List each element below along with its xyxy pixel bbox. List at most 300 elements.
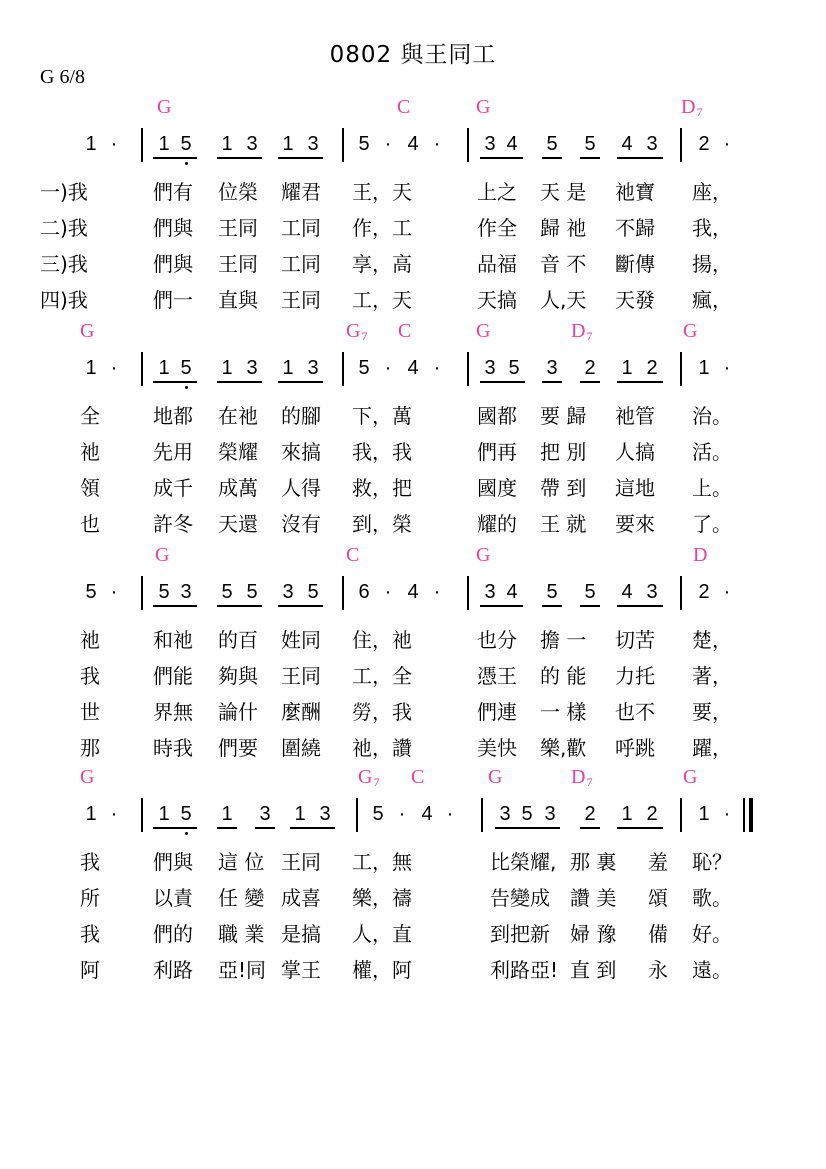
chord-name: G [346,320,361,342]
note-number: 1 [621,803,633,825]
chord-symbol [488,766,502,789]
note-number: 5 [221,581,233,603]
beam-underline [542,605,562,607]
lyric-segment: 掌王 [281,958,321,982]
chord-symbol [476,96,490,119]
bar-line [680,352,682,386]
duration-dot: · [110,581,118,603]
note-number: 2 [646,803,658,825]
lyric-segment: 好。 [692,922,732,946]
bar-line [481,798,483,832]
note-number: 5 [358,357,370,379]
lower-octave-dot [185,832,188,835]
note-number: 5 [180,803,192,825]
note-number: 5 [358,133,370,155]
note-number: 1 [158,803,170,825]
note-number: 2 [698,133,710,155]
lyric-segment: 們與 [153,216,193,240]
lyric-segment: 亞!同 [218,958,267,982]
lyric-segment: 切苦 [615,628,655,652]
lyric-segment: 著， [692,664,732,688]
lyric-segment: 婦 豫 [570,922,617,946]
lyric-line [0,846,826,880]
song-title: 0802 與王同工 [329,42,497,68]
lyric-segment: 的腳 [281,404,321,428]
lyric-segment: 榮耀 [218,440,258,464]
lyric-segment: 利路亞! [490,958,559,982]
lyric-segment: 們再 [477,440,517,464]
chord-symbol [693,544,707,567]
lyric-segment: 成萬 [218,476,258,500]
lyric-segment: 要 歸 [540,404,587,428]
lyric-segment: 救，把 [352,476,412,500]
lower-octave-dot [185,386,188,389]
lyric-segment: 是搞 [281,922,321,946]
note-number: 3 [484,357,496,379]
lyric-segment: 人,天 [540,288,587,312]
chord-symbol [571,320,592,344]
lyric-segment: 工同 [281,216,321,240]
beam-underline [278,381,323,383]
note-number: 3 [246,357,258,379]
lyric-segment: 人，直 [352,922,412,946]
note-number: 5 [85,581,97,603]
lyric-segment: 祂管 [615,404,655,428]
lyric-segment: 羞 [648,850,668,874]
note-number: 4 [407,133,419,155]
lyric-segment: 成喜 [281,886,321,910]
lyric-segment: 那 裏 [570,850,617,874]
notation-row [0,356,826,390]
note-number: 5 [584,581,596,603]
lyric-segment: 祂寶 [615,180,655,204]
lyric-segment: 這地 [615,476,655,500]
lyric-segment: 樂，禱 [352,886,412,910]
lyric-segment: 國都 [477,404,517,428]
chord-name: G [80,320,95,342]
lyric-segment: 享，高 [352,252,412,276]
beam-underline [278,605,323,607]
lyric-segment: 們一 [153,288,193,312]
chord-row [0,96,826,122]
note-number: 5 [246,581,258,603]
chord-name: G [683,766,698,788]
chord-row [0,766,826,792]
beam-underline [153,157,197,159]
chord-name: G [358,766,373,788]
chord-symbol [358,766,379,790]
lyric-segment: 上。 [692,476,732,500]
lyric-segment: 們能 [153,664,193,688]
lyric-segment: 領 [80,476,100,500]
lyric-segment: 沒有 [281,512,321,536]
bar-line [680,128,682,162]
note-number: 5 [584,133,596,155]
duration-dot: · [384,133,392,155]
notation-row [0,802,826,836]
lyric-segment: 一)我 [40,180,88,204]
lyric-segment: 利路 [153,958,193,982]
lyric-segment: 世 [80,700,100,724]
lyric-segment: 座， [692,180,732,204]
duration-dot: · [398,803,406,825]
note-number: 4 [506,133,518,155]
chord-name: G [157,96,172,118]
lyric-line [0,176,826,210]
note-number: 3 [646,581,658,603]
chord-symbol [681,96,702,120]
lyric-segment: 祂 [80,628,100,652]
lyric-segment: 先用 [153,440,193,464]
chord-row [0,320,826,346]
beam-underline [153,827,197,829]
lyric-segment: 呼跳 [615,736,655,760]
lyric-segment: 天搞 [477,288,517,312]
chord-name: D [681,96,696,118]
lyric-segment: 來搞 [281,440,321,464]
note-number: 4 [621,581,633,603]
lyric-segment: 們連 [477,700,517,724]
lower-octave-dot [185,162,188,165]
chord-symbol [80,320,94,343]
chord-symbol [476,544,490,567]
lyric-segment: 頌 [648,886,668,910]
bar-line [680,576,682,610]
beam-underline [153,605,197,607]
note-number: 3 [484,581,496,603]
lyric-segment: 永 [648,958,668,982]
lyric-segment: 所 [80,886,100,910]
note-number: 5 [180,357,192,379]
beam-underline [217,381,262,383]
chord-name: G [155,544,170,566]
note-number: 5 [158,581,170,603]
beam-underline [495,827,560,829]
lyric-segment: 治。 [692,404,732,428]
lyric-segment: 王同 [218,216,258,240]
notation-row [0,132,826,166]
chord-extension: 7 [586,775,593,789]
beam-underline [278,157,323,159]
lyric-segment: 瘋， [692,288,732,312]
lyric-segment: 活。 [692,440,732,464]
lyric-segment: 力托 [615,664,655,688]
bar-line [749,798,753,832]
chord-row [0,544,826,570]
lyric-segment: 夠與 [218,664,258,688]
bar-line [141,576,143,610]
lyric-line [0,918,826,952]
note-number: 3 [180,581,192,603]
note-number: 3 [307,357,319,379]
chord-name: G [683,320,698,342]
bar-line [467,128,469,162]
note-number: 3 [484,133,496,155]
lyric-segment: 帶 到 [540,476,587,500]
lyric-segment: 直 到 [570,958,617,982]
beam-underline [542,157,562,159]
lyric-segment: 了。 [692,512,732,536]
chord-name: C [411,766,425,788]
lyric-segment: 王同 [218,252,258,276]
chord-name: G [80,766,95,788]
note-number: 3 [499,803,511,825]
lyric-segment: 音 不 [540,252,587,276]
duration-dot: · [110,357,118,379]
chord-symbol [80,766,94,789]
bar-line [342,352,344,386]
lyric-segment: 勞，我 [352,700,412,724]
duration-dot: · [723,133,731,155]
lyric-segment: 那 [80,736,100,760]
note-number: 1 [294,803,306,825]
beam-underline [542,381,562,383]
lyric-segment: 人搞 [615,440,655,464]
lyric-segment: 歸 祂 [540,216,587,240]
lyric-segment: 也分 [477,628,517,652]
note-number: 6 [358,581,370,603]
lyric-segment: 工，無 [352,850,412,874]
lyric-segment: 麼酬 [281,700,321,724]
note-number: 2 [698,581,710,603]
note-number: 5 [546,133,558,155]
lyric-segment: 我 [80,850,100,874]
lyric-line [0,472,826,506]
note-number: 1 [221,803,233,825]
lyric-segment: 三)我 [40,252,88,276]
lyric-segment: 祂 [80,440,100,464]
lyric-segment: 王同 [281,850,321,874]
lyric-line [0,696,826,730]
note-number: 1 [221,133,233,155]
lyric-segment: 住，祂 [352,628,412,652]
note-number: 4 [621,133,633,155]
note-number: 5 [508,357,520,379]
beam-underline [617,157,663,159]
chord-name: G [476,320,491,342]
note-number: 4 [506,581,518,603]
note-number: 4 [407,581,419,603]
lyric-segment: 耀君 [281,180,321,204]
note-number: 5 [307,581,319,603]
lyric-segment: 們與 [153,252,193,276]
lyric-segment: 界無 [153,700,193,724]
note-number: 5 [372,803,384,825]
note-number: 4 [421,803,433,825]
lyric-segment: 斷傳 [615,252,655,276]
lyric-segment: 姓同 [281,628,321,652]
note-number: 3 [307,133,319,155]
duration-dot: · [433,581,441,603]
beam-underline [580,157,600,159]
chord-symbol [155,544,169,567]
lyric-segment: 職 業 [218,922,265,946]
lyric-line [0,660,826,694]
lyric-segment: 四)我 [40,288,88,312]
lyric-segment: 一 樣 [540,700,587,724]
beam-underline [617,827,663,829]
note-number: 3 [282,581,294,603]
lyric-segment: 國度 [477,476,517,500]
lyric-segment: 擔 一 [540,628,587,652]
note-number: 5 [180,133,192,155]
lyric-segment: 揚， [692,252,732,276]
key-time-signature: G 6/8 [40,66,85,88]
duration-dot: · [446,803,454,825]
beam-underline [617,381,663,383]
chord-symbol [346,320,367,344]
note-number: 1 [282,357,294,379]
note-number: 3 [319,803,331,825]
duration-dot: · [433,357,441,379]
lyric-segment: 王同 [281,664,321,688]
beam-underline [480,381,525,383]
lyric-segment: 在祂 [218,404,258,428]
lyric-segment: 也 [80,512,100,536]
chord-symbol [683,320,697,343]
lyric-line [0,400,826,434]
chord-symbol [398,320,411,343]
lyric-segment: 人得 [281,476,321,500]
lyric-segment: 以責 [153,886,193,910]
beam-underline [255,827,275,829]
lyric-segment: 全 [80,404,100,428]
note-number: 3 [246,133,258,155]
beam-underline [580,381,600,383]
chord-symbol [411,766,424,789]
lyric-line [0,624,826,658]
duration-dot: · [384,357,392,379]
lyric-segment: 地都 [153,404,193,428]
lyric-segment: 我 [80,922,100,946]
note-number: 5 [546,581,558,603]
lyric-segment: 們要 [218,736,258,760]
note-number: 2 [646,357,658,379]
duration-dot: · [723,581,731,603]
lyric-segment: 成千 [153,476,193,500]
note-number: 1 [221,357,233,379]
duration-dot: · [384,581,392,603]
lyric-segment: 工同 [281,252,321,276]
lyric-segment: 論什 [218,700,258,724]
lyric-segment: 直與 [218,288,258,312]
lyric-segment: 祂，讚 [352,736,412,760]
lyric-line [0,212,826,246]
bar-line [467,576,469,610]
lyric-line [0,508,826,542]
bar-line [356,798,358,832]
bar-line [467,352,469,386]
chord-name: G [476,544,491,566]
lyric-segment: 到，榮 [352,512,412,536]
lyric-line [0,882,826,916]
chord-name: G [488,766,503,788]
lyric-line [0,248,826,282]
lyric-segment: 品福 [477,252,517,276]
bar-line [141,352,143,386]
note-number: 1 [85,357,97,379]
lyric-segment: 圍繞 [281,736,321,760]
note-number: 3 [546,357,558,379]
duration-dot: · [433,133,441,155]
chord-extension: 7 [586,329,593,343]
beam-underline [153,381,197,383]
chord-symbol [683,766,697,789]
lyric-segment: 不歸 [615,216,655,240]
lyric-segment: 下，萬 [352,404,412,428]
chord-name: C [397,96,411,118]
note-number: 3 [259,803,271,825]
lyric-segment: 讚 美 [570,886,617,910]
chord-name: C [398,320,412,342]
chord-name: D [571,320,586,342]
note-number: 3 [646,133,658,155]
lyric-segment: 王 就 [540,512,587,536]
chord-name: D [693,544,708,566]
note-number: 2 [584,357,596,379]
note-number: 4 [407,357,419,379]
beam-underline [480,157,523,159]
beam-underline [217,827,237,829]
chord-name: D [571,766,586,788]
note-number: 1 [282,133,294,155]
lyric-segment: 美快 [477,736,517,760]
beam-underline [217,157,262,159]
chord-symbol [346,544,359,567]
bar-line [342,576,344,610]
lyric-line [0,284,826,318]
chord-name: G [476,96,491,118]
lyric-segment: 我 [80,664,100,688]
chord-extension: 7 [361,329,368,343]
lyric-segment: 阿 [80,958,100,982]
chord-symbol [476,320,490,343]
duration-dot: · [723,803,731,825]
lyric-segment: 耀的 [477,512,517,536]
lyric-segment: 天還 [218,512,258,536]
beam-underline [290,827,335,829]
lyric-segment: 比榮耀, [490,850,557,874]
duration-dot: · [110,133,118,155]
lyric-segment: 的百 [218,628,258,652]
bar-line [743,798,745,832]
note-number: 2 [584,803,596,825]
note-number: 1 [698,357,710,379]
bar-line [680,798,682,832]
lyric-segment: 我，我 [352,440,412,464]
lyric-segment: 上之 [477,180,517,204]
lyric-segment: 遠。 [692,958,732,982]
lyric-segment: 躍， [692,736,732,760]
lyric-segment: 把 別 [540,440,587,464]
note-number: 1 [158,133,170,155]
beam-underline [480,605,523,607]
lyric-segment: 王，天 [352,180,412,204]
beam-underline [617,605,663,607]
beam-underline [580,605,600,607]
note-number: 1 [621,357,633,379]
bar-line [141,798,143,832]
chord-extension: 7 [373,775,380,789]
notation-row [0,580,826,614]
note-number: 5 [521,803,533,825]
chord-symbol [397,96,410,119]
note-number: 1 [85,133,97,155]
lyric-line [0,436,826,470]
lyric-segment: 到把新 [490,922,550,946]
lyric-segment: 時我 [153,736,193,760]
lyric-segment: 樂,歡 [540,736,587,760]
